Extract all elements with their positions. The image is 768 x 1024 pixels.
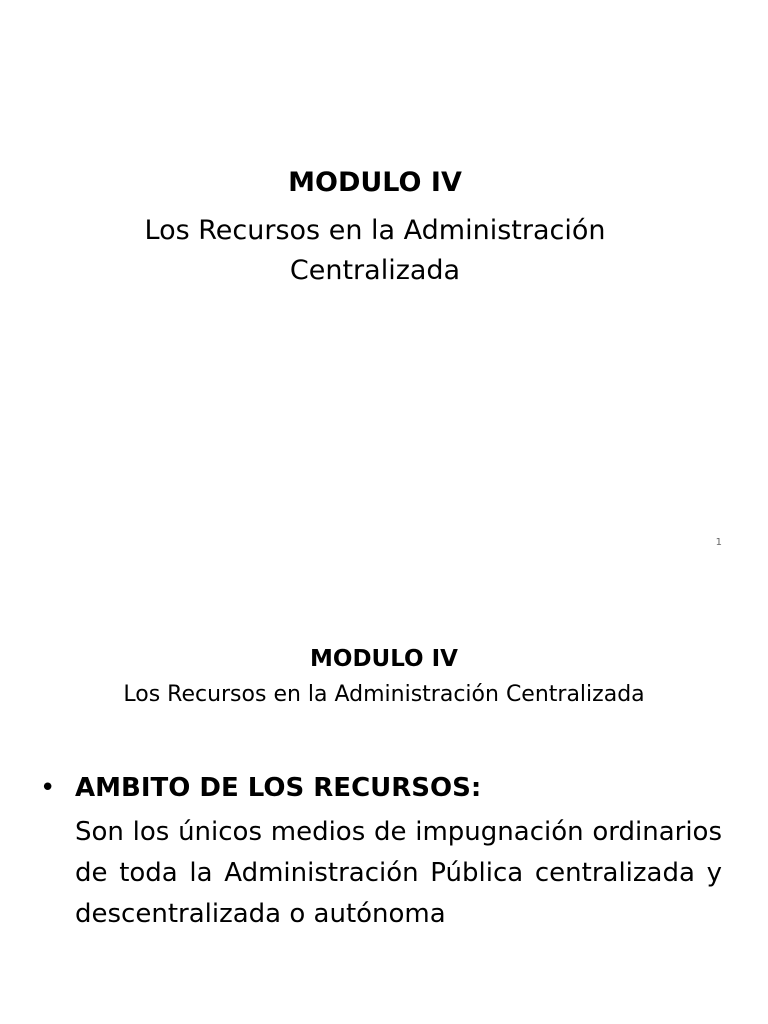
bullet-heading: AMBITO DE LOS RECURSOS: — [75, 773, 482, 803]
bullet-body-text: Son los únicos medios de impugnación ordinarios de toda la Administración Pública centralizada y descentralizada o autónoma — [75, 817, 722, 929]
bullet-item — [40, 770, 722, 935]
slide-1-title: MODULO IV — [288, 167, 462, 198]
bullet-icon: • — [40, 773, 56, 803]
slide-2-subtitle: Los Recursos en la Administración Centralizada — [123, 682, 645, 707]
slide-1-subtitle: Los Recursos en la Administración Centralizada — [144, 215, 606, 286]
slide-2 — [0, 560, 768, 1024]
page-number: 1 — [715, 537, 722, 548]
slide-2-title: MODULO IV — [310, 646, 458, 672]
bullet-row — [40, 770, 722, 806]
